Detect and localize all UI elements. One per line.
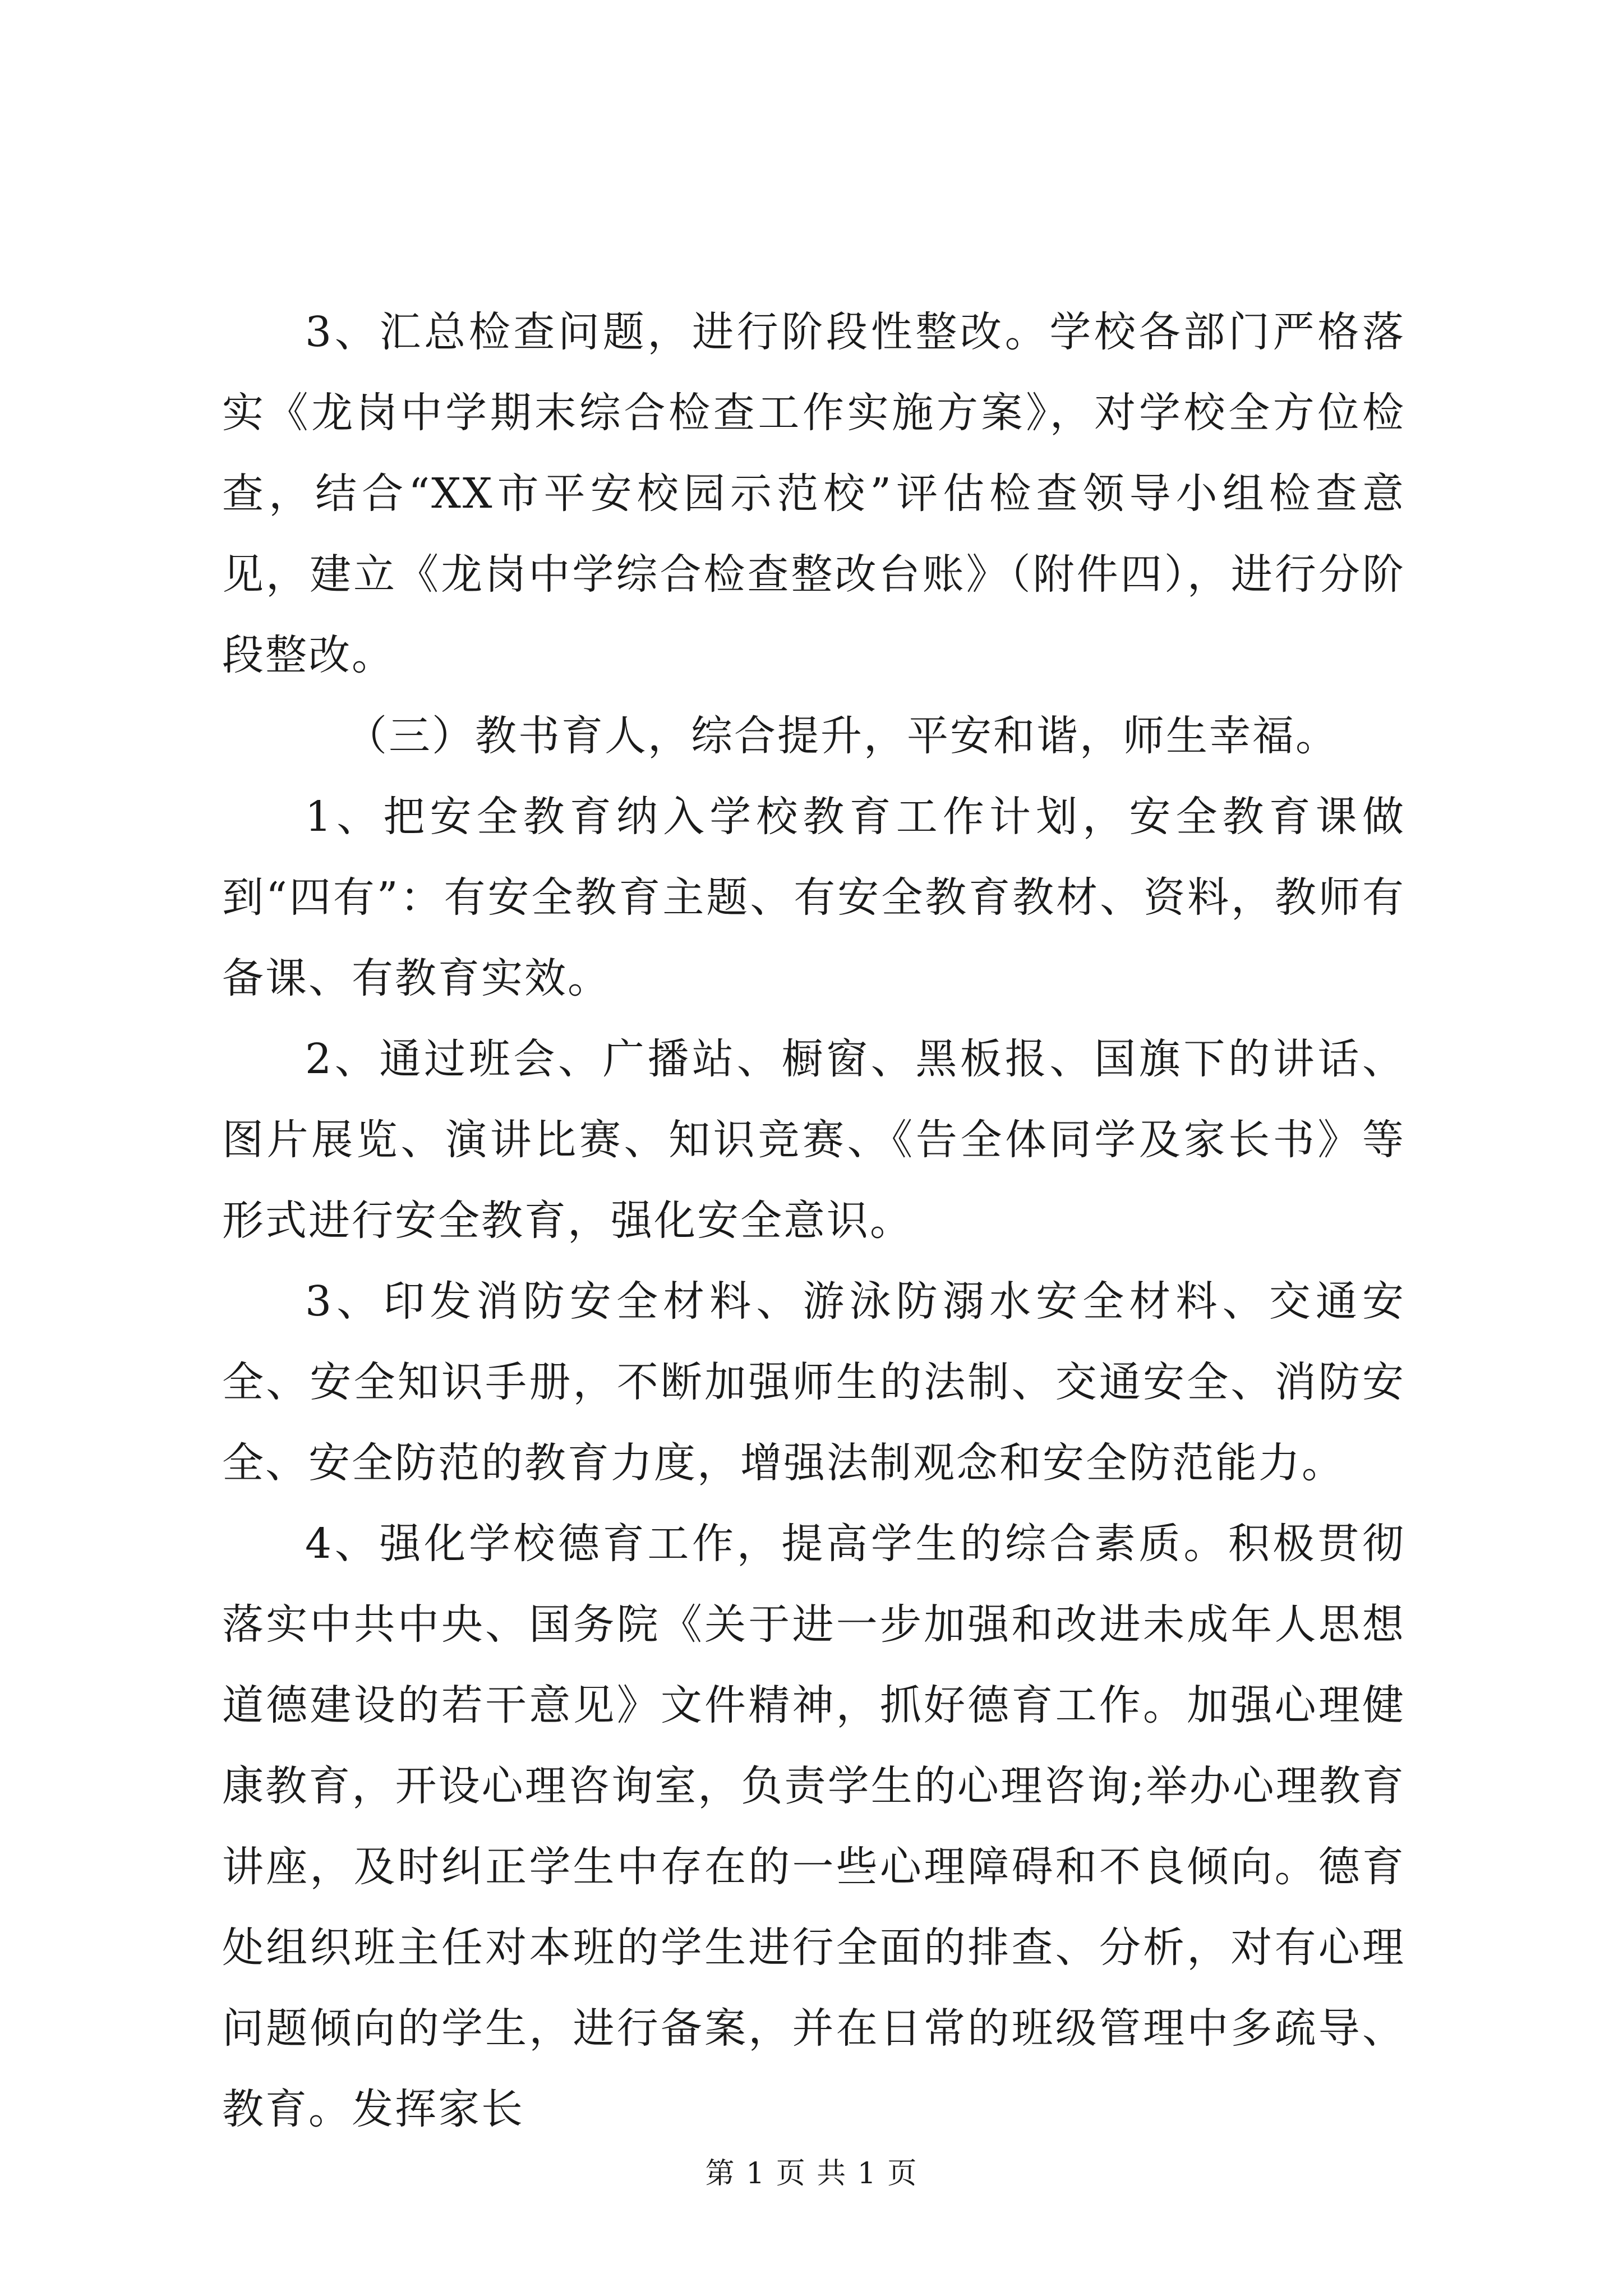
section-heading-three: （三）教书育人，综合提升，平安和谐，师生幸福。 [345,712,1339,760]
paragraph-safety-materials: 3、印发消防安全材料、游泳防溺水安全材料、交通安全、安全知识手册，不断加强师生的法制、交通安全、消防安全、安全防范的教育力度，增强法制观念和安全防范能力。 [222,1277,1405,1487]
paragraph-moral-education: 4、强化学校德育工作，提高学生的综合素质。积极贯彻落实中共中央、国务院《关于进一步加强和改进未成年人思想道德建设的若干意见》文件精神，抓好德育工作。加强心理健康教育，开设心理咨询室，负责学生的心理咨询;举办心理教育讲座，及时纠正学生中存在的一些心理障碍和不良倾向。德育处组织班主任对本班的学生进行全面的排查、分析，对有心理问题倾向的学生，进行备案，并在日常的班级管理中多疏导、教育。发挥家长 [222,1520,1405,2133]
page-number-footer: 第 1 页 共 1 页 [705,2157,918,2191]
paragraph-safety-curriculum: 1、把安全教育纳入学校教育工作计划，安全教育课做到“四有”：有安全教育主题、有安全教育教材、资料，教师有备课、有教育实效。 [222,793,1405,1002]
paragraph-safety-activities: 2、通过班会、广播站、橱窗、黑板报、国旗下的讲话、图片展览、演讲比赛、知识竞赛、《告全体同学及家长书》等形式进行安全教育，强化安全意识。 [222,1035,1405,1245]
document-body [222,292,1405,2150]
paragraph-rectification: 3、汇总检查问题，进行阶段性整改。学校各部门严格落实《龙岗中学期末综合检查工作实施方案》，对学校全方位检查，结合“XX市平安校园示范校”评估检查领导小组检查意见，建立《龙岗中学综合检查整改台账》（附件四），进行分阶段整改。 [222,308,1405,679]
